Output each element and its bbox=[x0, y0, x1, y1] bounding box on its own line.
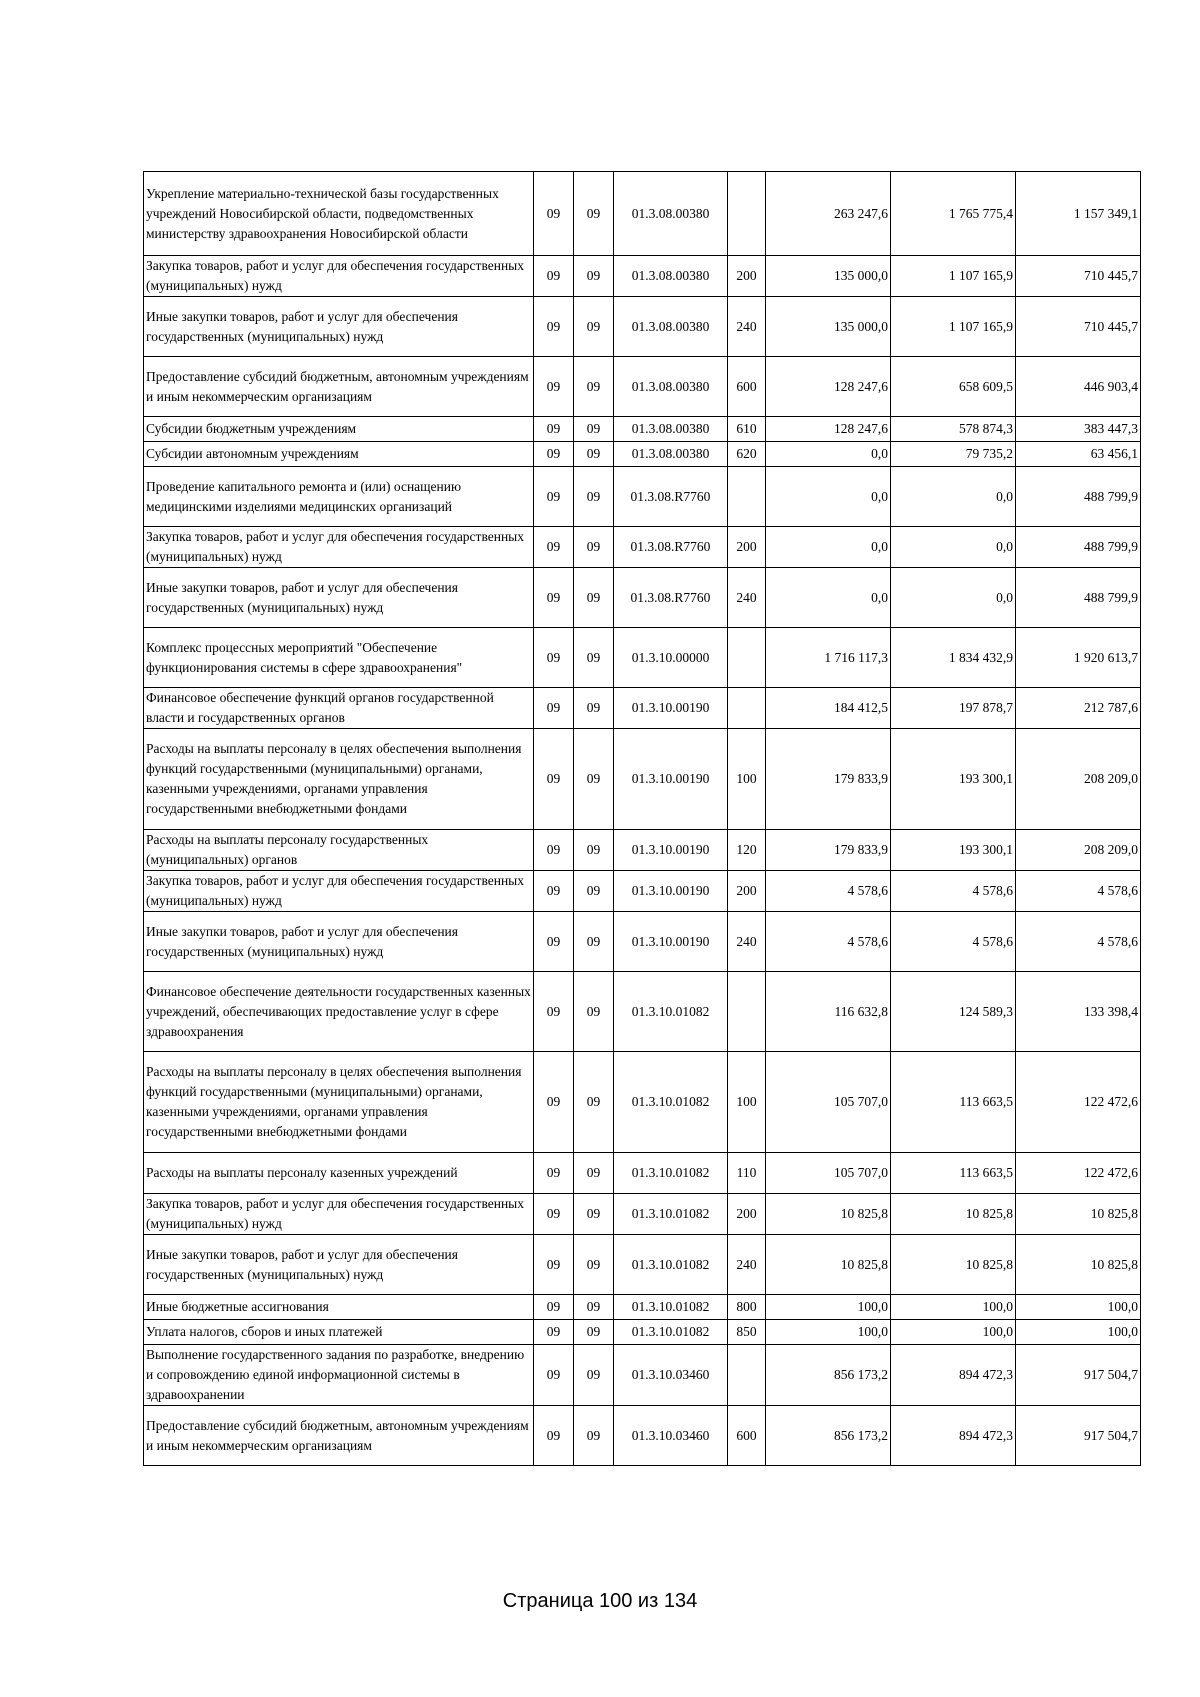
row-amount-year2: 193 300,1 bbox=[891, 729, 1016, 830]
row-subsection: 09 bbox=[574, 729, 614, 830]
row-subsection: 09 bbox=[574, 417, 614, 442]
row-amount-year3: 208 209,0 bbox=[1016, 729, 1141, 830]
row-section: 09 bbox=[534, 830, 574, 871]
row-amount-year1: 856 173,2 bbox=[766, 1406, 891, 1466]
row-name: Финансовое обеспечение деятельности государственных казенных учреждений, обеспечивающих предоставление услуг в сфере здравоохранения bbox=[144, 972, 534, 1052]
row-amount-year3: 122 472,6 bbox=[1016, 1153, 1141, 1194]
table-row bbox=[144, 1153, 1141, 1194]
row-section: 09 bbox=[534, 1320, 574, 1345]
row-expense-type: 600 bbox=[728, 1406, 766, 1466]
row-amount-year1: 10 825,8 bbox=[766, 1194, 891, 1235]
row-amount-year2: 894 472,3 bbox=[891, 1406, 1016, 1466]
row-subsection: 09 bbox=[574, 628, 614, 688]
row-target-code: 01.3.10.01082 bbox=[614, 1295, 728, 1320]
row-amount-year1: 184 412,5 bbox=[766, 688, 891, 729]
row-amount-year2: 79 735,2 bbox=[891, 442, 1016, 467]
row-amount-year3: 710 445,7 bbox=[1016, 256, 1141, 297]
row-expense-type bbox=[728, 972, 766, 1052]
table-row bbox=[144, 417, 1141, 442]
row-expense-type: 200 bbox=[728, 871, 766, 912]
row-amount-year3: 100,0 bbox=[1016, 1320, 1141, 1345]
row-name: Расходы на выплаты персоналу в целях обеспечения выполнения функций государственными (муниципальными) органами, казенными учреждениями, органами управления государственными внебюджетными фондами bbox=[144, 729, 534, 830]
row-subsection: 09 bbox=[574, 1194, 614, 1235]
row-amount-year1: 100,0 bbox=[766, 1295, 891, 1320]
row-subsection: 09 bbox=[574, 442, 614, 467]
table-row bbox=[144, 357, 1141, 417]
row-name: Укрепление материально-технической базы государственных учреждений Новосибирской области, подведомственных министерству здравоохранения Новосибирской области bbox=[144, 172, 534, 256]
row-name: Иные закупки товаров, работ и услуг для обеспечения государственных (муниципальных) нужд bbox=[144, 912, 534, 972]
row-subsection: 09 bbox=[574, 830, 614, 871]
table-row bbox=[144, 527, 1141, 568]
row-target-code: 01.3.10.01082 bbox=[614, 1052, 728, 1153]
table-row bbox=[144, 628, 1141, 688]
row-subsection: 09 bbox=[574, 172, 614, 256]
row-amount-year2: 197 878,7 bbox=[891, 688, 1016, 729]
row-section: 09 bbox=[534, 1153, 574, 1194]
row-amount-year3: 710 445,7 bbox=[1016, 297, 1141, 357]
row-amount-year2: 1 107 165,9 bbox=[891, 297, 1016, 357]
row-amount-year2: 578 874,3 bbox=[891, 417, 1016, 442]
row-name: Закупка товаров, работ и услуг для обеспечения государственных (муниципальных) нужд bbox=[144, 527, 534, 568]
row-amount-year3: 917 504,7 bbox=[1016, 1406, 1141, 1466]
row-amount-year1: 135 000,0 bbox=[766, 256, 891, 297]
row-expense-type: 610 bbox=[728, 417, 766, 442]
row-target-code: 01.3.08.00380 bbox=[614, 417, 728, 442]
row-name: Закупка товаров, работ и услуг для обеспечения государственных (муниципальных) нужд bbox=[144, 256, 534, 297]
row-section: 09 bbox=[534, 467, 574, 527]
row-target-code: 01.3.10.01082 bbox=[614, 1235, 728, 1295]
row-expense-type: 100 bbox=[728, 1052, 766, 1153]
row-expense-type: 240 bbox=[728, 297, 766, 357]
row-expense-type: 100 bbox=[728, 729, 766, 830]
row-name: Субсидии автономным учреждениям bbox=[144, 442, 534, 467]
row-expense-type: 200 bbox=[728, 527, 766, 568]
row-expense-type bbox=[728, 172, 766, 256]
row-expense-type: 600 bbox=[728, 357, 766, 417]
row-target-code: 01.3.08.R7760 bbox=[614, 467, 728, 527]
row-name: Уплата налогов, сборов и иных платежей bbox=[144, 1320, 534, 1345]
row-amount-year1: 135 000,0 bbox=[766, 297, 891, 357]
table-row bbox=[144, 1052, 1141, 1153]
row-amount-year2: 1 107 165,9 bbox=[891, 256, 1016, 297]
row-amount-year1: 263 247,6 bbox=[766, 172, 891, 256]
row-expense-type: 800 bbox=[728, 1295, 766, 1320]
row-amount-year3: 488 799,9 bbox=[1016, 467, 1141, 527]
page-number: Страница 100 из 134 bbox=[502, 1590, 698, 1612]
table-row bbox=[144, 729, 1141, 830]
row-subsection: 09 bbox=[574, 1345, 614, 1406]
row-section: 09 bbox=[534, 972, 574, 1052]
row-amount-year3: 383 447,3 bbox=[1016, 417, 1141, 442]
table-row bbox=[144, 871, 1141, 912]
row-subsection: 09 bbox=[574, 972, 614, 1052]
row-amount-year2: 10 825,8 bbox=[891, 1194, 1016, 1235]
row-name: Иные закупки товаров, работ и услуг для обеспечения государственных (муниципальных) нужд bbox=[144, 1235, 534, 1295]
row-subsection: 09 bbox=[574, 871, 614, 912]
table-row bbox=[144, 1406, 1141, 1466]
row-subsection: 09 bbox=[574, 688, 614, 729]
row-name: Предоставление субсидий бюджетным, автономным учреждениям и иным некоммерческим организациям bbox=[144, 1406, 534, 1466]
row-amount-year1: 0,0 bbox=[766, 467, 891, 527]
row-amount-year1: 128 247,6 bbox=[766, 357, 891, 417]
row-amount-year1: 856 173,2 bbox=[766, 1345, 891, 1406]
table-row bbox=[144, 467, 1141, 527]
row-amount-year1: 1 716 117,3 bbox=[766, 628, 891, 688]
row-target-code: 01.3.08.00380 bbox=[614, 172, 728, 256]
row-amount-year3: 122 472,6 bbox=[1016, 1052, 1141, 1153]
table-row bbox=[144, 972, 1141, 1052]
row-section: 09 bbox=[534, 172, 574, 256]
row-expense-type: 200 bbox=[728, 256, 766, 297]
row-section: 09 bbox=[534, 1194, 574, 1235]
row-target-code: 01.3.10.00190 bbox=[614, 688, 728, 729]
row-name: Предоставление субсидий бюджетным, автономным учреждениям и иным некоммерческим организациям bbox=[144, 357, 534, 417]
table-row bbox=[144, 1345, 1141, 1406]
row-amount-year2: 894 472,3 bbox=[891, 1345, 1016, 1406]
row-subsection: 09 bbox=[574, 1153, 614, 1194]
row-amount-year2: 0,0 bbox=[891, 568, 1016, 628]
row-amount-year2: 0,0 bbox=[891, 527, 1016, 568]
row-amount-year3: 446 903,4 bbox=[1016, 357, 1141, 417]
row-subsection: 09 bbox=[574, 1235, 614, 1295]
row-section: 09 bbox=[534, 297, 574, 357]
row-name: Расходы на выплаты персоналу в целях обеспечения выполнения функций государственными (муниципальными) органами, казенными учреждениями, органами управления государственными внебюджетными фондами bbox=[144, 1052, 534, 1153]
table-row bbox=[144, 172, 1141, 256]
row-target-code: 01.3.10.00190 bbox=[614, 729, 728, 830]
row-target-code: 01.3.10.00000 bbox=[614, 628, 728, 688]
table-row bbox=[144, 1194, 1141, 1235]
row-amount-year2: 4 578,6 bbox=[891, 912, 1016, 972]
table-body bbox=[144, 172, 1141, 1466]
row-target-code: 01.3.10.00190 bbox=[614, 830, 728, 871]
row-subsection: 09 bbox=[574, 1406, 614, 1466]
row-amount-year1: 105 707,0 bbox=[766, 1153, 891, 1194]
row-target-code: 01.3.10.01082 bbox=[614, 1194, 728, 1235]
row-amount-year1: 0,0 bbox=[766, 442, 891, 467]
row-target-code: 01.3.10.03460 bbox=[614, 1406, 728, 1466]
row-amount-year3: 10 825,8 bbox=[1016, 1235, 1141, 1295]
table-row bbox=[144, 297, 1141, 357]
row-amount-year3: 4 578,6 bbox=[1016, 871, 1141, 912]
table-row bbox=[144, 830, 1141, 871]
row-subsection: 09 bbox=[574, 527, 614, 568]
row-target-code: 01.3.10.00190 bbox=[614, 912, 728, 972]
row-section: 09 bbox=[534, 527, 574, 568]
row-target-code: 01.3.10.01082 bbox=[614, 972, 728, 1052]
row-amount-year1: 179 833,9 bbox=[766, 830, 891, 871]
row-expense-type bbox=[728, 628, 766, 688]
row-section: 09 bbox=[534, 256, 574, 297]
row-amount-year1: 4 578,6 bbox=[766, 871, 891, 912]
table-row bbox=[144, 442, 1141, 467]
row-expense-type: 200 bbox=[728, 1194, 766, 1235]
row-section: 09 bbox=[534, 417, 574, 442]
row-section: 09 bbox=[534, 357, 574, 417]
table-row bbox=[144, 568, 1141, 628]
row-amount-year3: 212 787,6 bbox=[1016, 688, 1141, 729]
row-name: Иные закупки товаров, работ и услуг для обеспечения государственных (муниципальных) нужд bbox=[144, 297, 534, 357]
row-section: 09 bbox=[534, 1052, 574, 1153]
row-target-code: 01.3.10.00190 bbox=[614, 871, 728, 912]
row-expense-type: 620 bbox=[728, 442, 766, 467]
row-section: 09 bbox=[534, 729, 574, 830]
table-row bbox=[144, 1235, 1141, 1295]
row-amount-year1: 128 247,6 bbox=[766, 417, 891, 442]
table-row bbox=[144, 912, 1141, 972]
row-amount-year2: 113 663,5 bbox=[891, 1052, 1016, 1153]
row-amount-year2: 4 578,6 bbox=[891, 871, 1016, 912]
row-target-code: 01.3.10.01082 bbox=[614, 1153, 728, 1194]
row-name: Закупка товаров, работ и услуг для обеспечения государственных (муниципальных) нужд bbox=[144, 1194, 534, 1235]
row-amount-year3: 63 456,1 bbox=[1016, 442, 1141, 467]
row-amount-year2: 100,0 bbox=[891, 1320, 1016, 1345]
row-target-code: 01.3.08.00380 bbox=[614, 256, 728, 297]
budget-table bbox=[143, 171, 1141, 1466]
row-subsection: 09 bbox=[574, 1052, 614, 1153]
row-amount-year1: 4 578,6 bbox=[766, 912, 891, 972]
table-row bbox=[144, 1295, 1141, 1320]
row-subsection: 09 bbox=[574, 912, 614, 972]
row-amount-year3: 488 799,9 bbox=[1016, 568, 1141, 628]
row-name: Субсидии бюджетным учреждениям bbox=[144, 417, 534, 442]
row-section: 09 bbox=[534, 1406, 574, 1466]
row-amount-year1: 179 833,9 bbox=[766, 729, 891, 830]
row-expense-type bbox=[728, 688, 766, 729]
row-expense-type: 240 bbox=[728, 568, 766, 628]
table-row bbox=[144, 688, 1141, 729]
row-amount-year1: 0,0 bbox=[766, 568, 891, 628]
table-row bbox=[144, 1320, 1141, 1345]
row-amount-year3: 4 578,6 bbox=[1016, 912, 1141, 972]
row-amount-year1: 0,0 bbox=[766, 527, 891, 568]
row-target-code: 01.3.08.R7760 bbox=[614, 568, 728, 628]
row-amount-year2: 193 300,1 bbox=[891, 830, 1016, 871]
row-expense-type: 850 bbox=[728, 1320, 766, 1345]
row-expense-type: 120 bbox=[728, 830, 766, 871]
row-amount-year2: 0,0 bbox=[891, 467, 1016, 527]
row-name: Расходы на выплаты персоналу казенных учреждений bbox=[144, 1153, 534, 1194]
row-section: 09 bbox=[534, 1295, 574, 1320]
row-amount-year2: 1 765 775,4 bbox=[891, 172, 1016, 256]
row-target-code: 01.3.10.03460 bbox=[614, 1345, 728, 1406]
row-expense-type: 110 bbox=[728, 1153, 766, 1194]
row-target-code: 01.3.08.R7760 bbox=[614, 527, 728, 568]
row-amount-year2: 1 834 432,9 bbox=[891, 628, 1016, 688]
row-amount-year2: 100,0 bbox=[891, 1295, 1016, 1320]
row-target-code: 01.3.08.00380 bbox=[614, 442, 728, 467]
row-name: Комплекс процессных мероприятий "Обеспечение функционирования системы в сфере здравоохранения" bbox=[144, 628, 534, 688]
row-section: 09 bbox=[534, 628, 574, 688]
row-name: Расходы на выплаты персоналу государственных (муниципальных) органов bbox=[144, 830, 534, 871]
row-amount-year3: 1 920 613,7 bbox=[1016, 628, 1141, 688]
row-section: 09 bbox=[534, 688, 574, 729]
row-amount-year1: 105 707,0 bbox=[766, 1052, 891, 1153]
row-amount-year3: 1 157 349,1 bbox=[1016, 172, 1141, 256]
row-expense-type bbox=[728, 467, 766, 527]
row-amount-year1: 10 825,8 bbox=[766, 1235, 891, 1295]
row-name: Иные бюджетные ассигнования bbox=[144, 1295, 534, 1320]
row-amount-year1: 116 632,8 bbox=[766, 972, 891, 1052]
row-expense-type: 240 bbox=[728, 1235, 766, 1295]
row-expense-type bbox=[728, 1345, 766, 1406]
row-amount-year2: 113 663,5 bbox=[891, 1153, 1016, 1194]
row-name: Иные закупки товаров, работ и услуг для обеспечения государственных (муниципальных) нужд bbox=[144, 568, 534, 628]
row-section: 09 bbox=[534, 1345, 574, 1406]
row-target-code: 01.3.08.00380 bbox=[614, 297, 728, 357]
row-amount-year3: 133 398,4 bbox=[1016, 972, 1141, 1052]
row-amount-year3: 100,0 bbox=[1016, 1295, 1141, 1320]
row-amount-year2: 124 589,3 bbox=[891, 972, 1016, 1052]
row-expense-type: 240 bbox=[728, 912, 766, 972]
row-subsection: 09 bbox=[574, 357, 614, 417]
row-amount-year1: 100,0 bbox=[766, 1320, 891, 1345]
row-amount-year3: 917 504,7 bbox=[1016, 1345, 1141, 1406]
row-section: 09 bbox=[534, 442, 574, 467]
row-section: 09 bbox=[534, 1235, 574, 1295]
row-subsection: 09 bbox=[574, 467, 614, 527]
row-name: Закупка товаров, работ и услуг для обеспечения государственных (муниципальных) нужд bbox=[144, 871, 534, 912]
row-section: 09 bbox=[534, 912, 574, 972]
row-subsection: 09 bbox=[574, 1295, 614, 1320]
row-section: 09 bbox=[534, 871, 574, 912]
row-amount-year3: 208 209,0 bbox=[1016, 830, 1141, 871]
row-target-code: 01.3.08.00380 bbox=[614, 357, 728, 417]
row-name: Проведение капитального ремонта и (или) оснащению медицинскими изделиями медицинских организаций bbox=[144, 467, 534, 527]
table-row bbox=[144, 256, 1141, 297]
row-subsection: 09 bbox=[574, 568, 614, 628]
row-subsection: 09 bbox=[574, 1320, 614, 1345]
row-amount-year2: 10 825,8 bbox=[891, 1235, 1016, 1295]
row-name: Выполнение государственного задания по разработке, внедрению и сопровождению единой информационной системы в здравоохранении bbox=[144, 1345, 534, 1406]
row-subsection: 09 bbox=[574, 297, 614, 357]
row-subsection: 09 bbox=[574, 256, 614, 297]
row-amount-year3: 10 825,8 bbox=[1016, 1194, 1141, 1235]
row-section: 09 bbox=[534, 568, 574, 628]
row-name: Финансовое обеспечение функций органов государственной власти и государственных органов bbox=[144, 688, 534, 729]
row-target-code: 01.3.10.01082 bbox=[614, 1320, 728, 1345]
row-amount-year2: 658 609,5 bbox=[891, 357, 1016, 417]
row-amount-year3: 488 799,9 bbox=[1016, 527, 1141, 568]
